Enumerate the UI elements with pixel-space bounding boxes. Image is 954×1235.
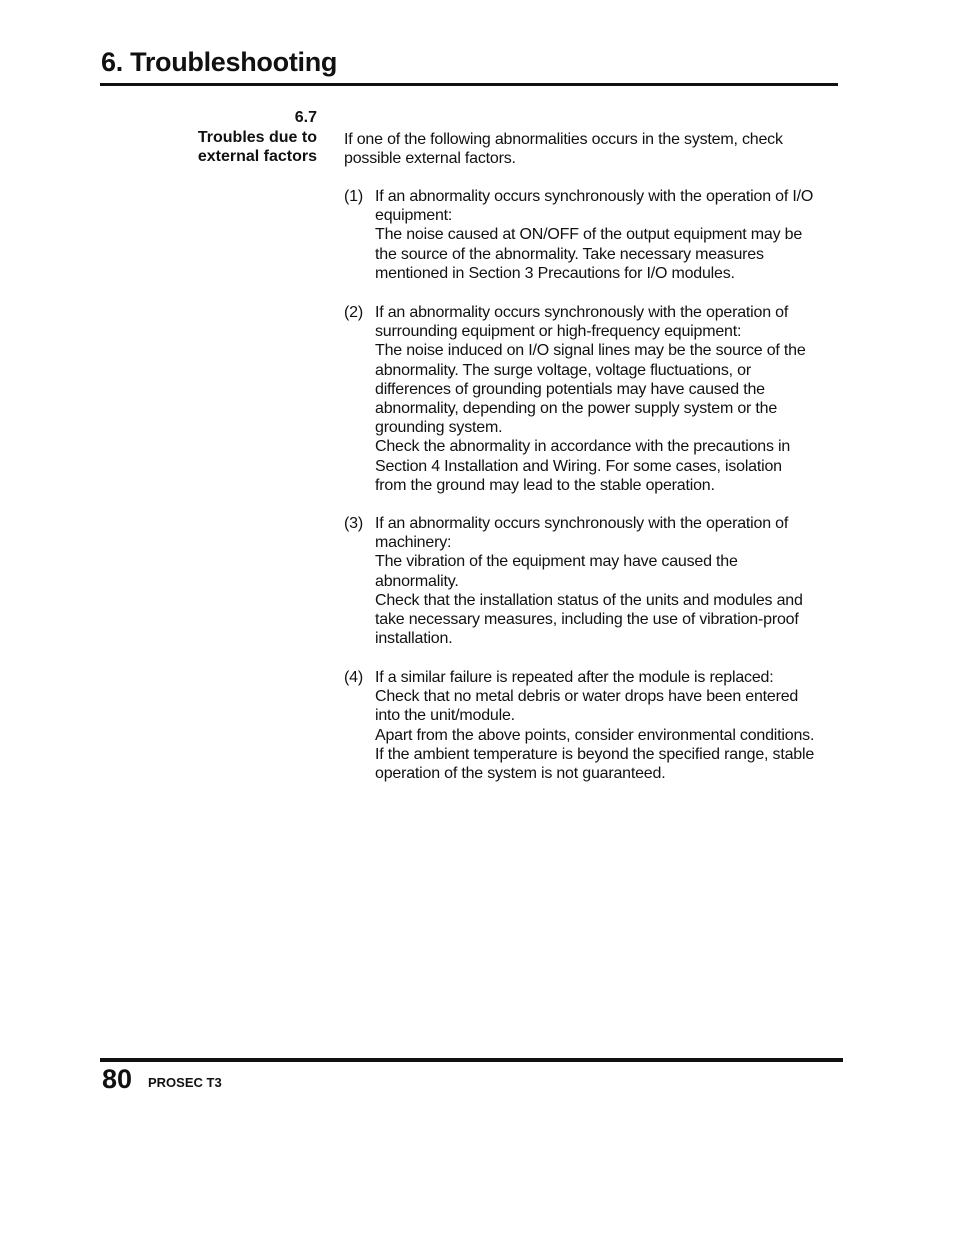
item-line: mentioned in Section 3 Precautions for I/O modules.: [375, 264, 735, 282]
item-number: (3): [344, 515, 363, 532]
item-line: the source of the abnormality. Take necessary measures: [375, 245, 764, 263]
item-line: If the ambient temperature is beyond the specified range, stable: [375, 745, 815, 763]
item-body: [375, 514, 844, 648]
item-line: from the ground may lead to the stable operation.: [375, 476, 715, 494]
item-line: equipment:: [375, 207, 453, 225]
item-line: into the unit/module.: [375, 707, 515, 725]
item-line: The noise induced on I/O signal lines may be the source of the: [375, 342, 806, 360]
item-line: Apart from the above points, consider environmental conditions.: [375, 726, 815, 744]
item-line: Check that no metal debris or water drops have been entered: [375, 688, 799, 706]
item-line: abnormality. The surge voltage, voltage fluctuations, or: [375, 361, 751, 379]
item-line: grounding system.: [375, 419, 503, 437]
item-body: [375, 303, 844, 495]
item-line: The vibration of the equipment may have caused the: [375, 553, 738, 571]
item-line: If a similar failure is repeated after the module is replaced:: [375, 669, 774, 686]
item-line: take necessary measures, including the use of vibration-proof: [375, 611, 799, 629]
page-number: 80: [102, 1064, 133, 1094]
item-line: If an abnormality occurs synchronously with the operation of: [375, 304, 789, 321]
item-line: abnormality, depending on the power supply system or the: [375, 400, 778, 418]
item-line: abnormality.: [375, 572, 459, 590]
item-line: surrounding equipment or high-frequency equipment:: [375, 323, 742, 341]
item-body: [375, 187, 844, 283]
item-line: differences of grounding potentials may have caused the: [375, 380, 765, 398]
item-number: (4): [344, 669, 363, 686]
section-title-line: Troubles due to: [197, 128, 317, 146]
item-body: [375, 668, 844, 783]
intro-paragraph: [344, 130, 839, 168]
item-line: If an abnormality occurs synchronously with the operation of I/O: [375, 188, 814, 205]
item-number: (1): [344, 188, 363, 205]
item-line: operation of the system is not guaranteed.: [375, 765, 666, 783]
item-line: If an abnormality occurs synchronously with the operation of: [375, 515, 789, 532]
section-number: 6.7: [294, 109, 317, 126]
section-title-line: external factors: [197, 148, 317, 165]
header-rule: [100, 83, 838, 86]
footer-rule: [100, 1058, 843, 1062]
product-name: PROSEC T3: [148, 1075, 222, 1090]
item-line: The noise caused at ON/OFF of the output equipment may be: [375, 226, 803, 244]
item-line: Check that the installation status of the units and modules and: [375, 591, 803, 609]
item-line: machinery:: [375, 534, 452, 552]
intro-line: possible external factors.: [344, 150, 516, 168]
section-heading: [160, 108, 317, 167]
item-line: Section 4 Installation and Wiring. For some cases, isolation: [375, 457, 782, 475]
item-number: (2): [344, 304, 363, 321]
item-line: installation.: [375, 630, 453, 648]
intro-line: If one of the following abnormalities occurs in the system, check: [344, 131, 783, 148]
chapter-title: 6. Troubleshooting: [101, 47, 338, 77]
item-line: Check the abnormality in accordance with the precautions in: [375, 438, 791, 456]
